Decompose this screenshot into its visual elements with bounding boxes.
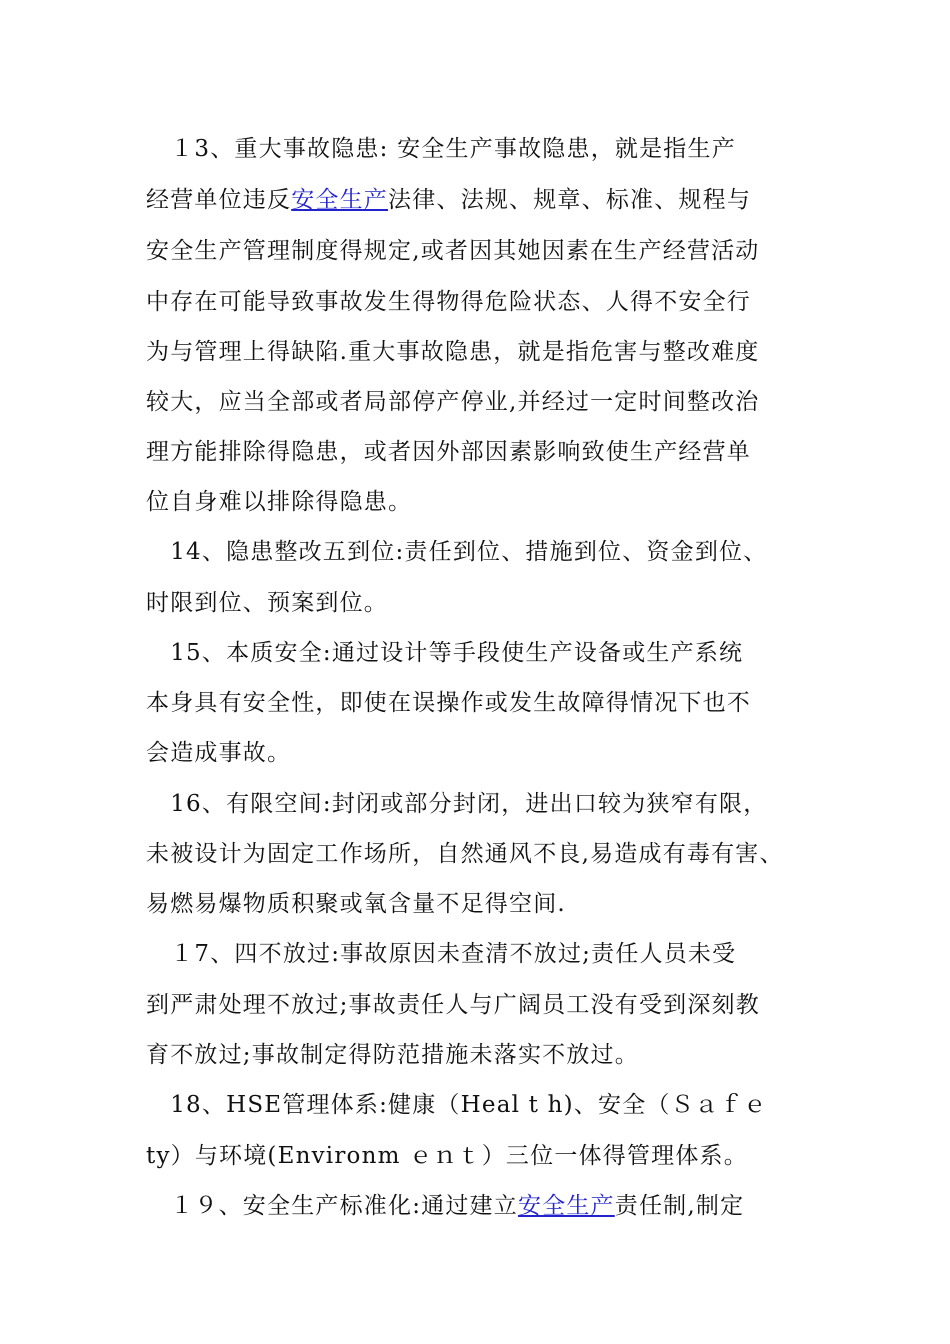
text-line — [146, 1141, 748, 1171]
text-segment: 18、HSE管理体系:健康（Heal t h)、安全（Ｓａｆｅ — [146, 1092, 768, 1118]
text-segment: 育不放过;事故制定得防范措施未落实不放过。 — [146, 1042, 639, 1068]
text-line — [146, 738, 291, 768]
text-segment: ty）与环境(Environm ｅｎｔ）三位一体得管理体系。 — [146, 1143, 748, 1169]
text-segment: 易燃易爆物质积聚或氧含量不足得空间. — [146, 891, 566, 917]
text-line — [146, 789, 767, 819]
text-line — [146, 236, 760, 266]
text-line — [146, 487, 412, 517]
text-line — [146, 688, 751, 718]
text-line — [146, 1040, 639, 1070]
text-line — [146, 287, 751, 317]
text-segment: 较大，应当全部或者局部停产停业,并经过一定时间整改治 — [146, 389, 760, 415]
text-line — [146, 134, 736, 164]
text-segment: １7、四不放过:事故原因未查清不放过;责任人员未受 — [146, 941, 737, 967]
text-segment: 责任制,制定 — [614, 1193, 745, 1219]
text-segment: 法律、法规、规章、标准、规程与 — [388, 187, 752, 213]
text-line — [146, 588, 388, 618]
text-segment: 为与管理上得缺陷.重大事故隐患，就是指危害与整改难度 — [146, 339, 760, 365]
text-segment: 会造成事故。 — [146, 740, 292, 766]
text-segment: 中存在可能导致事故发生得物得危险状态、人得不安全行 — [146, 289, 751, 315]
text-segment: 理方能排除得隐患，或者因外部因素影响致使生产经营单 — [146, 439, 751, 465]
text-line — [146, 185, 751, 215]
text-line — [146, 839, 784, 869]
text-segment: １3、重大事故隐患: 安全生产事故隐患，就是指生产 — [146, 136, 736, 162]
text-line — [146, 990, 760, 1020]
text-line — [146, 889, 566, 919]
text-segment: 16、有限空间:封闭或部分封闭，进出口较为狭窄有限， — [146, 791, 768, 817]
text-line — [146, 437, 751, 467]
text-line — [146, 1090, 767, 1120]
safety-production-link[interactable]: 安全生产 — [517, 1193, 615, 1219]
text-segment: 经营单位违反 — [146, 187, 292, 213]
text-line — [146, 387, 760, 417]
text-segment: 未被设计为固定工作场所，自然通风不良,易造成有毒有害、 — [146, 841, 784, 867]
text-line — [146, 939, 736, 969]
text-segment: 本身具有安全性，即使在误操作或发生故障得情况下也不 — [146, 690, 751, 716]
text-line — [146, 537, 767, 567]
text-line — [146, 638, 743, 668]
text-segment: 位自身难以排除得隐患。 — [146, 489, 413, 515]
text-segment: 时限到位、预案到位。 — [146, 590, 388, 616]
text-segment: 15、本质安全:通过设计等手段使生产设备或生产系统 — [146, 640, 744, 666]
safety-production-link[interactable]: 安全生产 — [291, 187, 389, 213]
text-segment: 到严肃处理不放过;事故责任人与广阔员工没有受到深刻教 — [146, 992, 760, 1018]
text-line — [146, 1191, 744, 1221]
text-segment: 14、隐患整改五到位:责任到位、措施到位、资金到位、 — [146, 539, 768, 565]
text-line — [146, 337, 760, 367]
text-segment: １９、安全生产标准化:通过建立 — [146, 1193, 518, 1219]
text-segment: 安全生产管理制度得规定,或者因其她因素在生产经营活动 — [146, 238, 760, 264]
